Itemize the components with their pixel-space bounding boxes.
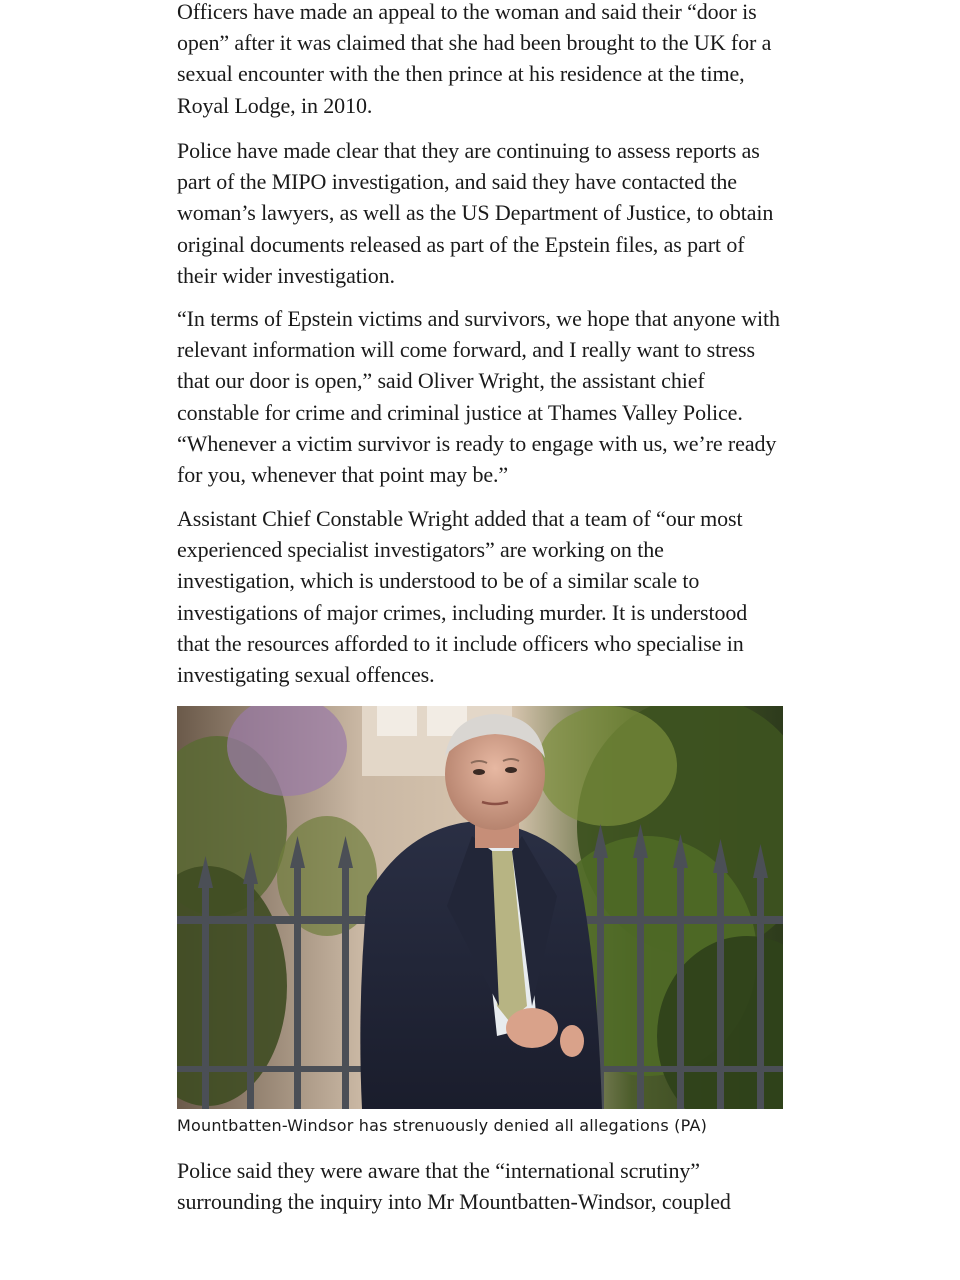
photo-image (177, 706, 783, 1109)
article-photo[interactable] (177, 706, 783, 1109)
article-paragraph: Police have made clear that they are continuing to assess reports as part of the MIPO investigation, and said they have contacted the woman’s lawyers, as well as the US Department of Justice, to obtain original documents released as part of the Epstein files, as part of their wider investigation. (177, 138, 774, 288)
article-paragraph: Assistant Chief Constable Wright added that a team of “our most experienced specialist investigators” are working on the investigation, which is understood to be of a similar scale to investigations of major crimes, including murder. It is understood that the resources afforded to it include officers who specialise in investigating sexual offences. (177, 506, 748, 688)
article-paragraph: Officers have made an appeal to the woman and said their “door is open” after it was claimed that she had been brought to the UK for a sexual encounter with the then prince at his residence at the time, Royal Lodge, in 2010. (177, 0, 772, 118)
article-paragraph: Police said they were aware that the “international scrutiny” surrounding the inquiry into Mr Mountbatten-Windsor, coupled (177, 1158, 731, 1215)
article-paragraph: “In terms of Epstein victims and survivors, we hope that anyone with relevant information will come forward, and I really want to stress that our door is open,” said Oliver Wright, the assistant chief constable for crime and criminal justice at Thames Valley Police. “Whenever a victim survivor is ready to engage with us, we’re ready for you, whenever that point may be.” (177, 306, 780, 488)
photo-caption: Mountbatten-Windsor has strenuously denied all allegations (PA) (177, 1116, 708, 1135)
